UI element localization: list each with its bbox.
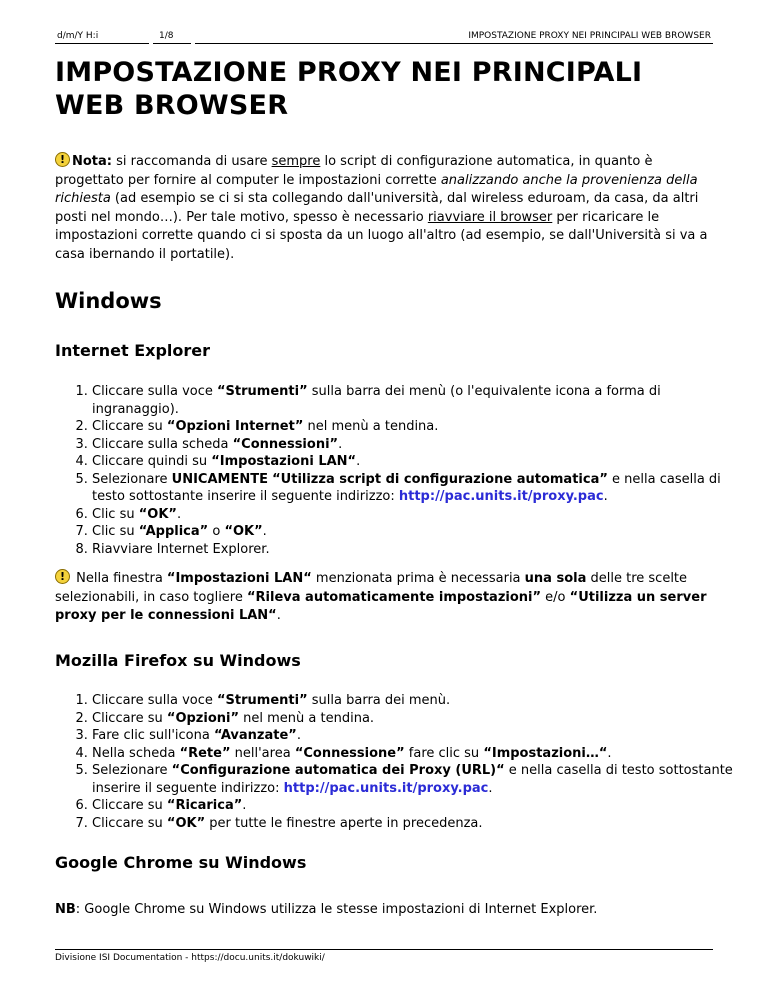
header-rule-gap <box>191 43 195 44</box>
pac-url-link[interactable]: http://pac.units.it/proxy.pac <box>283 780 489 796</box>
list-item: 2. Cliccare su “Opzioni” nel menù a tendina. <box>92 710 750 728</box>
header-rule-gap <box>149 43 153 44</box>
ie-steps-list <box>55 383 750 558</box>
warning-icon <box>55 152 70 167</box>
warning-icon <box>55 569 70 584</box>
ie-note: ! Nella finestra “Impostazioni LAN“ menzionata prima è necessaria una sola delle tre scelte selezionabili, in caso togliere “Rileva automaticamente impostazioni” e/o “Utilizza un server proxy per le connessioni LAN“. <box>55 569 713 626</box>
subsection-heading-internet-explorer: Internet Explorer <box>55 341 211 360</box>
list-item: 4. Nella scheda “Rete” nell'area “Connessione” fare clic su “Impostazioni…“. <box>92 745 750 763</box>
header-title: IMPOSTAZIONE PROXY NEI PRINCIPALI WEB BROWSER <box>468 31 711 41</box>
list-item: 6. Cliccare su “Ricarica”. <box>92 797 750 815</box>
list-item: 3. Fare clic sull'icona “Avanzate”. <box>92 727 750 745</box>
header-page-number: 1/8 <box>159 31 174 41</box>
chrome-note: NB: Google Chrome su Windows utilizza le stesse impostazioni di Internet Explorer. <box>55 902 598 917</box>
subsection-heading-firefox: Mozilla Firefox su Windows <box>55 651 301 670</box>
header-rule <box>55 43 713 44</box>
list-item: 4. Cliccare quindi su “Impostazioni LAN“. <box>92 453 750 471</box>
page-header <box>55 29 713 43</box>
pac-url-link[interactable]: http://pac.units.it/proxy.pac <box>398 489 604 504</box>
list-item: 1. Cliccare sulla voce “Strumenti” sulla barra dei menù (o l'equivalente icona a forma di ingranaggio). <box>92 383 750 418</box>
firefox-steps-list <box>55 692 750 832</box>
section-heading-windows: Windows <box>55 289 162 313</box>
header-date: d/m/Y H:i <box>57 31 99 41</box>
list-item: 6. Clic su “OK”. <box>92 506 750 524</box>
list-item: 7. Clic su “Applica” o “OK”. <box>92 523 750 541</box>
list-item: 2. Cliccare su “Opzioni Internet” nel menù a tendina. <box>92 418 750 436</box>
subsection-heading-chrome: Google Chrome su Windows <box>55 853 307 872</box>
list-item: 3. Cliccare sulla scheda “Connessioni”. <box>92 436 750 454</box>
list-item: 1. Cliccare sulla voce “Strumenti” sulla barra dei menù. <box>92 692 750 710</box>
page-title: IMPOSTAZIONE PROXY NEI PRINCIPALI WEB BROWSER <box>55 57 643 121</box>
list-item: 7. Cliccare su “OK” per tutte le finestre aperte in precedenza. <box>92 815 750 833</box>
list-item: 8. Riavviare Internet Explorer. <box>92 541 750 559</box>
page-footer: Divisione ISI Documentation - https://docu.units.it/dokuwiki/ <box>55 953 325 963</box>
intro-note: !Nota: si raccomanda di usare sempre lo script di configurazione automatica, in quanto è progettato per fornire al computer le impostazioni corrette analizzando anche la provenienza della richiesta (ad esempio se ci si sta collegando dall'università, dal wireless eduroam, da casa, da altri posti nel mondo…). Per tale motivo, spesso è necessario riavviare il browser per ricaricare le impostazioni corrette quando ci si sposta da un luogo all'altro (ad esempio, se dall'Università si va a casa ibernando il portatile). <box>55 152 713 265</box>
footer-rule <box>55 949 713 950</box>
list-item: 5. Selezionare “Configurazione automatica dei Proxy (URL)“ e nella casella di testo sottostante inserire il seguente indirizzo: http://pac.units.it/proxy.pac. <box>92 762 750 797</box>
list-item: 5. Selezionare UNICAMENTE “Utilizza script di configurazione automatica” e nella casella di testo sottostante inserire il seguente indirizzo: http://pac.units.it/proxy.pac. <box>92 471 750 506</box>
